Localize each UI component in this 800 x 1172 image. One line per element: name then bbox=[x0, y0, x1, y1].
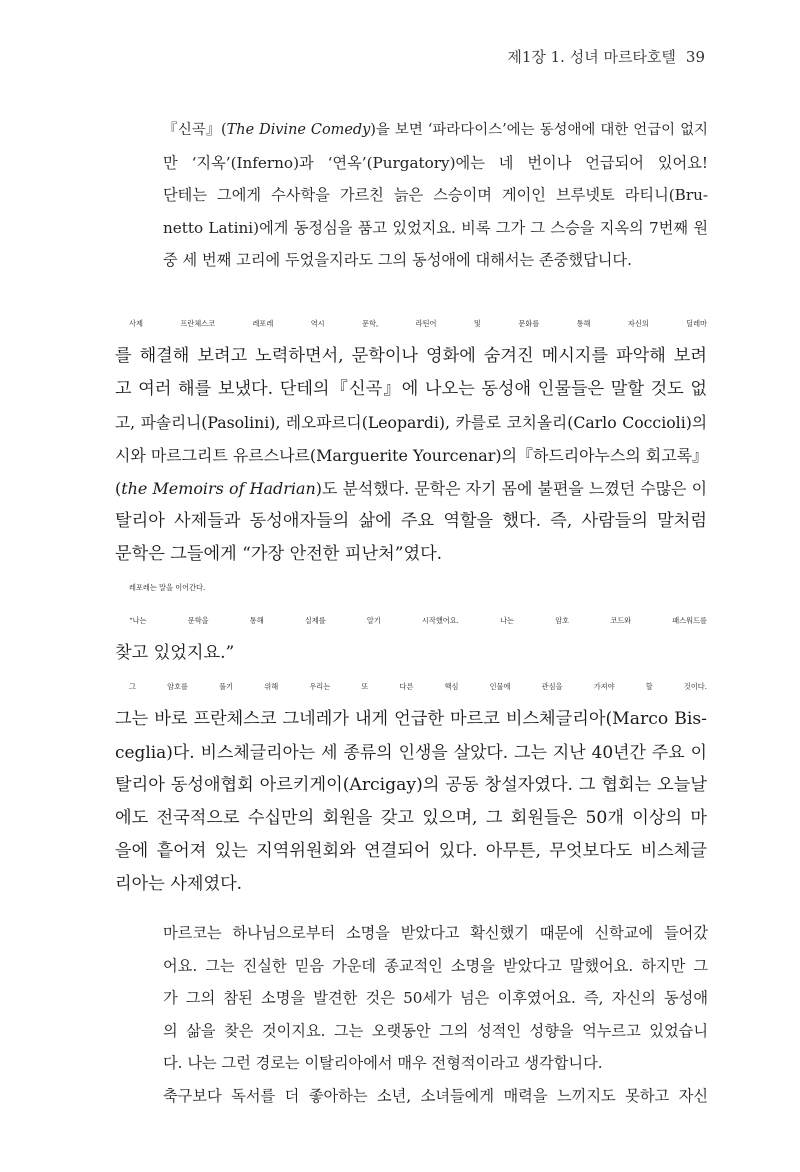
body-line: 사제 프란체스코 레포레 역시 문학, 라틴어 및 문화를 통해 자신의 딜레마 bbox=[129, 319, 707, 328]
quote-line: netto Latini)에게 동정심을 품고 있었지요. 비록 그가 그 스승을 지옥의 7번째 원 bbox=[163, 218, 708, 237]
quote-line: 만 ‘지옥’(Inferno)과 ‘연옥’(Purgatory)에는 네 번이나 언급되어 있어요! bbox=[163, 153, 708, 172]
body-line: 찾고 있었지요.” bbox=[115, 643, 235, 663]
body-line: 탈리아 동성애협회 아르키게이(Arcigay)의 공동 창설자였다. 그 협회는 오늘날 bbox=[115, 775, 707, 795]
quote-line: 『신곡』(The Divine Comedy)을 보면 ‘파라다이스’에는 동성애에 대한 언급이 없지 bbox=[163, 122, 708, 138]
body-line: 에도 전국적으로 수십만의 회원을 갖고 있으며, 그 회원들은 50개 이상의 마 bbox=[115, 808, 707, 828]
body-line: 시와 마르그리트 유르스나르(Marguerite Yourcenar)의『하드리아누스의 회고록』 bbox=[115, 446, 708, 465]
body-line: 그 암호를 풀기 위해 우리는 또 다른 핵심 인물에 관심을 가져야 할 것이다. bbox=[129, 682, 707, 691]
body-line: 문학은 그들에게 “가장 안전한 피난처”였다. bbox=[115, 544, 443, 564]
page-number: 39 bbox=[685, 48, 705, 66]
block-quote-marco bbox=[163, 917, 708, 1112]
body-line: 를 해결해 보려고 노력하면서, 문학이나 영화에 숨겨진 메시지를 파악해 보려 bbox=[115, 346, 707, 366]
quote-line: 가 그의 참된 소명을 발견한 것은 50세가 넘은 이후였어요. 즉, 자신의 동성애 bbox=[163, 989, 708, 1007]
quote-line: 단테는 그에게 수사학을 가르친 늙은 스승이며 게이인 브루넷토 라티니(Bru- bbox=[163, 186, 708, 204]
block-quote-dante bbox=[163, 114, 708, 277]
body-line: (the Memoirs of Hadrian)도 분석했다. 문학은 자기 몸에 불편을 느꼈던 수많은 이 bbox=[115, 479, 707, 498]
chapter-title: 제1장 1. 성녀 마르타호텔 bbox=[507, 48, 676, 66]
italic-title: The Divine Comedy bbox=[226, 122, 371, 138]
running-head bbox=[507, 46, 705, 67]
quote-line: 축구보다 독서를 더 좋아하는 소년, 소녀들에게 매력을 느끼지도 못하고 자신 bbox=[163, 1086, 708, 1105]
body-line: 을에 흩어져 있는 지역위원회와 연결되어 있다. 아무튼, 무엇보다도 비스체글 bbox=[115, 841, 707, 861]
quote-line: 어요. 그는 진실한 믿음 가운데 종교적인 소명을 받았다고 말했어요. 하지만 그 bbox=[163, 956, 708, 975]
quote-line: 마르코는 하나님으로부터 소명을 받았다고 확신했기 때문에 신학교에 들어갔 bbox=[163, 924, 708, 942]
body-line: 레포레는 말을 이어간다. bbox=[129, 583, 206, 592]
body-line: 리아는 사제였다. bbox=[115, 874, 243, 894]
quote-line: 다. 나는 그런 경로는 이탈리아에서 매우 전형적이라고 생각합니다. bbox=[163, 1054, 603, 1072]
body-line: “나는 문학을 통해 실제를 알기 시작했어요. 나는 암호 코드와 패스워드를 bbox=[129, 616, 707, 625]
body-text bbox=[115, 307, 707, 901]
quote-line: 의 삶을 찾은 것이지요. 그는 오랫동안 그의 성적인 성향을 억누르고 있었습니 bbox=[163, 1021, 708, 1040]
body-line: 탈리아 사제들과 동성애자들의 삶에 주요 역할을 했다. 즉, 사람들의 말처럼 bbox=[115, 511, 707, 531]
quote-line: 중 세 번째 고리에 두었을지라도 그의 동성애에 대해서는 존중했답니다. bbox=[163, 251, 632, 269]
body-line: ceglia)다. 비스체글리아는 세 종류의 인생을 살았다. 그는 지난 40년간 주요 이 bbox=[115, 742, 707, 762]
body-line: 그는 바로 프란체스코 그네레가 내게 언급한 마르코 비스체글리아(Marco Bis- bbox=[115, 709, 707, 729]
body-line: 고, 파솔리니(Pasolini), 레오파르디(Leopardi), 카를로 코치올리(Carlo Coccioli)의 bbox=[115, 413, 707, 432]
body-line: 고 여러 해를 보냈다. 단테의『신곡』에 나오는 동성애 인물들은 말할 것도 없 bbox=[115, 379, 707, 399]
italic-title: the Memoirs of Hadrian bbox=[121, 479, 316, 498]
